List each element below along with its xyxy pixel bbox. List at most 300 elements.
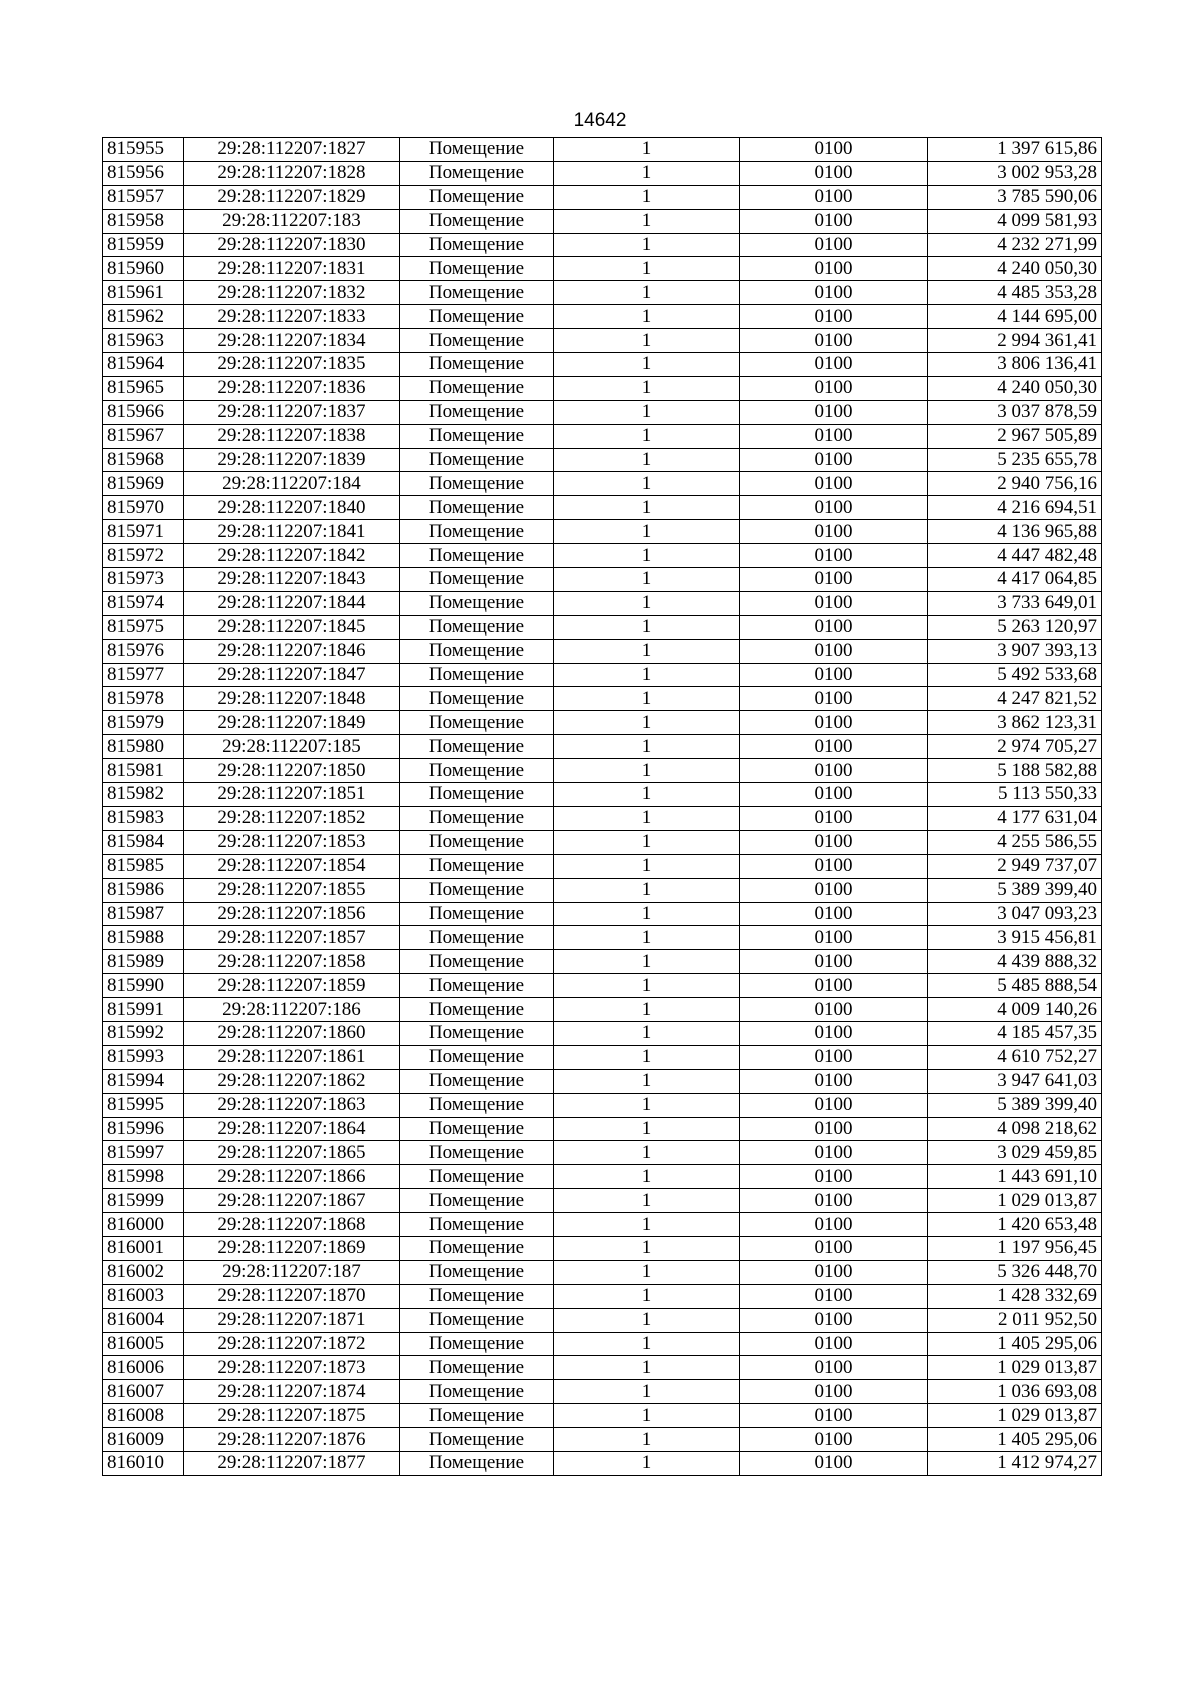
cadastral-value-cell: 4 216 694,51 bbox=[928, 496, 1102, 520]
row-number-cell: 816005 bbox=[103, 1332, 184, 1356]
object-type-cell: Помещение bbox=[400, 926, 554, 950]
cadastral-value-cell: 1 428 332,69 bbox=[928, 1284, 1102, 1308]
cadastral-value-cell: 5 389 399,40 bbox=[928, 1093, 1102, 1117]
table-row bbox=[103, 1093, 1102, 1117]
object-type-cell: Помещение bbox=[400, 544, 554, 568]
table-row bbox=[103, 926, 1102, 950]
table-row bbox=[103, 1189, 1102, 1213]
table-row bbox=[103, 783, 1102, 807]
object-type-cell: Помещение bbox=[400, 1165, 554, 1189]
code-cell: 0100 bbox=[740, 544, 928, 568]
object-type-cell: Помещение bbox=[400, 663, 554, 687]
code-cell: 0100 bbox=[740, 1165, 928, 1189]
object-type-cell: Помещение bbox=[400, 281, 554, 305]
cadastral-number-cell: 29:28:112207:1853 bbox=[184, 830, 400, 854]
quantity-cell: 1 bbox=[554, 424, 740, 448]
quantity-cell: 1 bbox=[554, 1284, 740, 1308]
object-type-cell: Помещение bbox=[400, 1093, 554, 1117]
code-cell: 0100 bbox=[740, 1236, 928, 1260]
table-row bbox=[103, 878, 1102, 902]
cadastral-value-cell: 5 235 655,78 bbox=[928, 448, 1102, 472]
code-cell: 0100 bbox=[740, 1284, 928, 1308]
cadastral-number-cell: 29:28:112207:1864 bbox=[184, 1117, 400, 1141]
row-number-cell: 815987 bbox=[103, 902, 184, 926]
row-number-cell: 815970 bbox=[103, 496, 184, 520]
cadastral-number-cell: 29:28:112207:1873 bbox=[184, 1356, 400, 1380]
quantity-cell: 1 bbox=[554, 998, 740, 1022]
code-cell: 0100 bbox=[740, 1428, 928, 1452]
cadastral-value-cell: 4 417 064,85 bbox=[928, 568, 1102, 592]
code-cell: 0100 bbox=[740, 257, 928, 281]
cadastral-number-cell: 29:28:112207:1835 bbox=[184, 353, 400, 377]
table-row bbox=[103, 1213, 1102, 1237]
table-row bbox=[103, 759, 1102, 783]
object-type-cell: Помещение bbox=[400, 830, 554, 854]
cadastral-value-cell: 4 610 752,27 bbox=[928, 1045, 1102, 1069]
object-type-cell: Помещение bbox=[400, 329, 554, 353]
object-type-cell: Помещение bbox=[400, 209, 554, 233]
table-row bbox=[103, 735, 1102, 759]
quantity-cell: 1 bbox=[554, 1141, 740, 1165]
code-cell: 0100 bbox=[740, 783, 928, 807]
cadastral-value-cell: 4 255 586,55 bbox=[928, 830, 1102, 854]
cadastral-number-cell: 29:28:112207:1877 bbox=[184, 1451, 400, 1475]
cadastral-number-cell: 29:28:112207:1874 bbox=[184, 1380, 400, 1404]
cadastral-value-cell: 1 405 295,06 bbox=[928, 1428, 1102, 1452]
cadastral-value-cell: 3 029 459,85 bbox=[928, 1141, 1102, 1165]
quantity-cell: 1 bbox=[554, 1428, 740, 1452]
object-type-cell: Помещение bbox=[400, 568, 554, 592]
table-row bbox=[103, 1069, 1102, 1093]
code-cell: 0100 bbox=[740, 424, 928, 448]
cadastral-value-cell: 2 994 361,41 bbox=[928, 329, 1102, 353]
cadastral-value-cell: 5 188 582,88 bbox=[928, 759, 1102, 783]
table-row bbox=[103, 472, 1102, 496]
row-number-cell: 815964 bbox=[103, 353, 184, 377]
row-number-cell: 815966 bbox=[103, 400, 184, 424]
code-cell: 0100 bbox=[740, 1260, 928, 1284]
cadastral-value-cell: 1 420 653,48 bbox=[928, 1213, 1102, 1237]
code-cell: 0100 bbox=[740, 1021, 928, 1045]
code-cell: 0100 bbox=[740, 496, 928, 520]
code-cell: 0100 bbox=[740, 1356, 928, 1380]
table-row bbox=[103, 687, 1102, 711]
cadastral-value-cell: 1 405 295,06 bbox=[928, 1332, 1102, 1356]
quantity-cell: 1 bbox=[554, 639, 740, 663]
object-type-cell: Помещение bbox=[400, 376, 554, 400]
object-type-cell: Помещение bbox=[400, 1404, 554, 1428]
table-row bbox=[103, 185, 1102, 209]
table-row bbox=[103, 376, 1102, 400]
quantity-cell: 1 bbox=[554, 663, 740, 687]
cadastral-number-cell: 29:28:112207:1875 bbox=[184, 1404, 400, 1428]
quantity-cell: 1 bbox=[554, 1165, 740, 1189]
quantity-cell: 1 bbox=[554, 1332, 740, 1356]
code-cell: 0100 bbox=[740, 472, 928, 496]
table-row bbox=[103, 1332, 1102, 1356]
cadastral-value-cell: 3 915 456,81 bbox=[928, 926, 1102, 950]
quantity-cell: 1 bbox=[554, 1308, 740, 1332]
object-type-cell: Помещение bbox=[400, 1380, 554, 1404]
cadastral-number-cell: 29:28:112207:1838 bbox=[184, 424, 400, 448]
table-row bbox=[103, 257, 1102, 281]
cadastral-value-cell: 3 047 093,23 bbox=[928, 902, 1102, 926]
row-number-cell: 815961 bbox=[103, 281, 184, 305]
code-cell: 0100 bbox=[740, 1308, 928, 1332]
row-number-cell: 815981 bbox=[103, 759, 184, 783]
code-cell: 0100 bbox=[740, 830, 928, 854]
code-cell: 0100 bbox=[740, 902, 928, 926]
row-number-cell: 815978 bbox=[103, 687, 184, 711]
cadastral-number-cell: 29:28:112207:1846 bbox=[184, 639, 400, 663]
code-cell: 0100 bbox=[740, 974, 928, 998]
cadastral-number-cell: 29:28:112207:1870 bbox=[184, 1284, 400, 1308]
quantity-cell: 1 bbox=[554, 185, 740, 209]
row-number-cell: 815967 bbox=[103, 424, 184, 448]
quantity-cell: 1 bbox=[554, 353, 740, 377]
cadastral-value-cell: 3 947 641,03 bbox=[928, 1069, 1102, 1093]
cadastral-number-cell: 29:28:112207:1832 bbox=[184, 281, 400, 305]
cadastral-number-cell: 29:28:112207:1849 bbox=[184, 711, 400, 735]
code-cell: 0100 bbox=[740, 1141, 928, 1165]
quantity-cell: 1 bbox=[554, 1260, 740, 1284]
cadastral-number-cell: 29:28:112207:1871 bbox=[184, 1308, 400, 1332]
row-number-cell: 816003 bbox=[103, 1284, 184, 1308]
object-type-cell: Помещение bbox=[400, 1213, 554, 1237]
table-row bbox=[103, 1236, 1102, 1260]
row-number-cell: 815996 bbox=[103, 1117, 184, 1141]
cadastral-value-cell: 3 806 136,41 bbox=[928, 353, 1102, 377]
table-row bbox=[103, 544, 1102, 568]
object-type-cell: Помещение bbox=[400, 161, 554, 185]
cadastral-number-cell: 29:28:112207:1845 bbox=[184, 615, 400, 639]
cadastral-value-cell: 4 447 482,48 bbox=[928, 544, 1102, 568]
object-type-cell: Помещение bbox=[400, 1284, 554, 1308]
row-number-cell: 816009 bbox=[103, 1428, 184, 1452]
quantity-cell: 1 bbox=[554, 305, 740, 329]
quantity-cell: 1 bbox=[554, 878, 740, 902]
page-number: 14642 bbox=[573, 110, 627, 131]
cadastral-number-cell: 29:28:112207:1858 bbox=[184, 950, 400, 974]
cadastral-number-cell: 29:28:112207:1829 bbox=[184, 185, 400, 209]
cadastral-value-cell: 4 099 581,93 bbox=[928, 209, 1102, 233]
row-number-cell: 815956 bbox=[103, 161, 184, 185]
quantity-cell: 1 bbox=[554, 1380, 740, 1404]
row-number-cell: 815991 bbox=[103, 998, 184, 1022]
table-row bbox=[103, 1141, 1102, 1165]
object-type-cell: Помещение bbox=[400, 1189, 554, 1213]
code-cell: 0100 bbox=[740, 711, 928, 735]
object-type-cell: Помещение bbox=[400, 902, 554, 926]
table-row bbox=[103, 233, 1102, 257]
quantity-cell: 1 bbox=[554, 1021, 740, 1045]
cadastral-number-cell: 29:28:112207:1834 bbox=[184, 329, 400, 353]
code-cell: 0100 bbox=[740, 1332, 928, 1356]
object-type-cell: Помещение bbox=[400, 759, 554, 783]
object-type-cell: Помещение bbox=[400, 520, 554, 544]
row-number-cell: 816006 bbox=[103, 1356, 184, 1380]
quantity-cell: 1 bbox=[554, 1236, 740, 1260]
cadastral-number-cell: 29:28:112207:1856 bbox=[184, 902, 400, 926]
quantity-cell: 1 bbox=[554, 400, 740, 424]
row-number-cell: 815998 bbox=[103, 1165, 184, 1189]
table-row bbox=[103, 305, 1102, 329]
row-number-cell: 815960 bbox=[103, 257, 184, 281]
code-cell: 0100 bbox=[740, 448, 928, 472]
row-number-cell: 815977 bbox=[103, 663, 184, 687]
cadastral-value-cell: 4 098 218,62 bbox=[928, 1117, 1102, 1141]
quantity-cell: 1 bbox=[554, 783, 740, 807]
code-cell: 0100 bbox=[740, 663, 928, 687]
cadastral-value-cell: 2 974 705,27 bbox=[928, 735, 1102, 759]
object-type-cell: Помещение bbox=[400, 1069, 554, 1093]
cadastral-number-cell: 29:28:112207:1831 bbox=[184, 257, 400, 281]
cadastral-number-cell: 29:28:112207:1848 bbox=[184, 687, 400, 711]
code-cell: 0100 bbox=[740, 950, 928, 974]
row-number-cell: 815973 bbox=[103, 568, 184, 592]
table-row bbox=[103, 1428, 1102, 1452]
object-type-cell: Помещение bbox=[400, 424, 554, 448]
cadastral-number-cell: 29:28:112207:1830 bbox=[184, 233, 400, 257]
code-cell: 0100 bbox=[740, 1380, 928, 1404]
code-cell: 0100 bbox=[740, 1093, 928, 1117]
code-cell: 0100 bbox=[740, 1213, 928, 1237]
cadastral-value-cell: 3 733 649,01 bbox=[928, 591, 1102, 615]
table-row bbox=[103, 1284, 1102, 1308]
cadastral-number-cell: 29:28:112207:1863 bbox=[184, 1093, 400, 1117]
row-number-cell: 815988 bbox=[103, 926, 184, 950]
cadastral-value-cell: 1 443 691,10 bbox=[928, 1165, 1102, 1189]
cadastral-number-cell: 29:28:112207:1860 bbox=[184, 1021, 400, 1045]
cadastral-value-cell: 2 011 952,50 bbox=[928, 1308, 1102, 1332]
object-type-cell: Помещение bbox=[400, 1428, 554, 1452]
quantity-cell: 1 bbox=[554, 615, 740, 639]
table-row bbox=[103, 902, 1102, 926]
code-cell: 0100 bbox=[740, 138, 928, 162]
code-cell: 0100 bbox=[740, 735, 928, 759]
cadastral-number-cell: 29:28:112207:1869 bbox=[184, 1236, 400, 1260]
cadastral-number-cell: 29:28:112207:1854 bbox=[184, 854, 400, 878]
cadastral-number-cell: 29:28:112207:184 bbox=[184, 472, 400, 496]
code-cell: 0100 bbox=[740, 520, 928, 544]
row-number-cell: 815969 bbox=[103, 472, 184, 496]
cadastral-number-cell: 29:28:112207:1865 bbox=[184, 1141, 400, 1165]
table-row bbox=[103, 591, 1102, 615]
table-row bbox=[103, 1380, 1102, 1404]
cadastral-value-cell: 2 949 737,07 bbox=[928, 854, 1102, 878]
code-cell: 0100 bbox=[740, 1117, 928, 1141]
cadastral-value-cell: 3 862 123,31 bbox=[928, 711, 1102, 735]
cadastral-value-cell: 3 002 953,28 bbox=[928, 161, 1102, 185]
row-number-cell: 816000 bbox=[103, 1213, 184, 1237]
quantity-cell: 1 bbox=[554, 1404, 740, 1428]
table-row bbox=[103, 615, 1102, 639]
code-cell: 0100 bbox=[740, 639, 928, 663]
cadastral-value-cell: 4 240 050,30 bbox=[928, 257, 1102, 281]
table-row bbox=[103, 424, 1102, 448]
row-number-cell: 815986 bbox=[103, 878, 184, 902]
table-row bbox=[103, 353, 1102, 377]
cadastral-value-cell: 4 144 695,00 bbox=[928, 305, 1102, 329]
cadastral-number-cell: 29:28:112207:1862 bbox=[184, 1069, 400, 1093]
table-row bbox=[103, 400, 1102, 424]
table-row bbox=[103, 663, 1102, 687]
cadastral-number-cell: 29:28:112207:187 bbox=[184, 1260, 400, 1284]
row-number-cell: 816008 bbox=[103, 1404, 184, 1428]
code-cell: 0100 bbox=[740, 1189, 928, 1213]
cadastral-number-cell: 29:28:112207:1850 bbox=[184, 759, 400, 783]
cadastral-number-cell: 29:28:112207:1852 bbox=[184, 806, 400, 830]
row-number-cell: 815971 bbox=[103, 520, 184, 544]
object-type-cell: Помещение bbox=[400, 233, 554, 257]
object-type-cell: Помещение bbox=[400, 1451, 554, 1475]
code-cell: 0100 bbox=[740, 806, 928, 830]
row-number-cell: 815990 bbox=[103, 974, 184, 998]
cadastral-value-cell: 5 263 120,97 bbox=[928, 615, 1102, 639]
table-row bbox=[103, 1451, 1102, 1475]
cadastral-value-cell: 4 185 457,35 bbox=[928, 1021, 1102, 1045]
cadastral-value-cell: 5 113 550,33 bbox=[928, 783, 1102, 807]
object-type-cell: Помещение bbox=[400, 735, 554, 759]
table-row bbox=[103, 639, 1102, 663]
quantity-cell: 1 bbox=[554, 974, 740, 998]
cadastral-value-table bbox=[102, 137, 1102, 1476]
cadastral-number-cell: 29:28:112207:1827 bbox=[184, 138, 400, 162]
table-row bbox=[103, 1117, 1102, 1141]
cadastral-value-cell: 1 029 013,87 bbox=[928, 1189, 1102, 1213]
cadastral-number-cell: 29:28:112207:1872 bbox=[184, 1332, 400, 1356]
object-type-cell: Помещение bbox=[400, 257, 554, 281]
code-cell: 0100 bbox=[740, 1451, 928, 1475]
cadastral-number-cell: 29:28:112207:1859 bbox=[184, 974, 400, 998]
cadastral-value-cell: 4 247 821,52 bbox=[928, 687, 1102, 711]
quantity-cell: 1 bbox=[554, 233, 740, 257]
object-type-cell: Помещение bbox=[400, 1236, 554, 1260]
quantity-cell: 1 bbox=[554, 496, 740, 520]
code-cell: 0100 bbox=[740, 209, 928, 233]
object-type-cell: Помещение bbox=[400, 806, 554, 830]
row-number-cell: 815980 bbox=[103, 735, 184, 759]
row-number-cell: 815955 bbox=[103, 138, 184, 162]
row-number-cell: 815968 bbox=[103, 448, 184, 472]
cadastral-value-cell: 4 136 965,88 bbox=[928, 520, 1102, 544]
cadastral-value-cell: 1 397 615,86 bbox=[928, 138, 1102, 162]
table-row bbox=[103, 854, 1102, 878]
table-row bbox=[103, 568, 1102, 592]
object-type-cell: Помещение bbox=[400, 1117, 554, 1141]
object-type-cell: Помещение bbox=[400, 854, 554, 878]
cadastral-value-cell: 1 029 013,87 bbox=[928, 1404, 1102, 1428]
object-type-cell: Помещение bbox=[400, 615, 554, 639]
row-number-cell: 816004 bbox=[103, 1308, 184, 1332]
row-number-cell: 815997 bbox=[103, 1141, 184, 1165]
cadastral-number-cell: 29:28:112207:183 bbox=[184, 209, 400, 233]
quantity-cell: 1 bbox=[554, 902, 740, 926]
table-row bbox=[103, 281, 1102, 305]
row-number-cell: 816010 bbox=[103, 1451, 184, 1475]
object-type-cell: Помещение bbox=[400, 639, 554, 663]
cadastral-value-cell: 4 485 353,28 bbox=[928, 281, 1102, 305]
quantity-cell: 1 bbox=[554, 1189, 740, 1213]
object-type-cell: Помещение bbox=[400, 711, 554, 735]
cadastral-number-cell: 29:28:112207:1842 bbox=[184, 544, 400, 568]
cadastral-value-cell: 4 232 271,99 bbox=[928, 233, 1102, 257]
quantity-cell: 1 bbox=[554, 687, 740, 711]
cadastral-value-cell: 5 326 448,70 bbox=[928, 1260, 1102, 1284]
table-row bbox=[103, 1165, 1102, 1189]
cadastral-number-cell: 29:28:112207:1828 bbox=[184, 161, 400, 185]
row-number-cell: 816002 bbox=[103, 1260, 184, 1284]
object-type-cell: Помещение bbox=[400, 448, 554, 472]
code-cell: 0100 bbox=[740, 353, 928, 377]
row-number-cell: 815999 bbox=[103, 1189, 184, 1213]
cadastral-value-cell: 5 485 888,54 bbox=[928, 974, 1102, 998]
code-cell: 0100 bbox=[740, 161, 928, 185]
quantity-cell: 1 bbox=[554, 568, 740, 592]
quantity-cell: 1 bbox=[554, 161, 740, 185]
quantity-cell: 1 bbox=[554, 1213, 740, 1237]
row-number-cell: 815972 bbox=[103, 544, 184, 568]
row-number-cell: 815985 bbox=[103, 854, 184, 878]
cadastral-number-cell: 29:28:112207:1844 bbox=[184, 591, 400, 615]
row-number-cell: 815957 bbox=[103, 185, 184, 209]
cadastral-number-cell: 29:28:112207:1839 bbox=[184, 448, 400, 472]
cadastral-value-cell: 4 439 888,32 bbox=[928, 950, 1102, 974]
code-cell: 0100 bbox=[740, 329, 928, 353]
table-row bbox=[103, 830, 1102, 854]
object-type-cell: Помещение bbox=[400, 1045, 554, 1069]
cadastral-value-cell: 1 412 974,27 bbox=[928, 1451, 1102, 1475]
quantity-cell: 1 bbox=[554, 1093, 740, 1117]
cadastral-value-cell: 1 029 013,87 bbox=[928, 1356, 1102, 1380]
table-row bbox=[103, 806, 1102, 830]
cadastral-number-cell: 29:28:112207:1837 bbox=[184, 400, 400, 424]
quantity-cell: 1 bbox=[554, 1356, 740, 1380]
row-number-cell: 815979 bbox=[103, 711, 184, 735]
row-number-cell: 815984 bbox=[103, 830, 184, 854]
code-cell: 0100 bbox=[740, 233, 928, 257]
row-number-cell: 815994 bbox=[103, 1069, 184, 1093]
quantity-cell: 1 bbox=[554, 711, 740, 735]
table-row bbox=[103, 1356, 1102, 1380]
quantity-cell: 1 bbox=[554, 472, 740, 496]
cadastral-number-cell: 29:28:112207:1868 bbox=[184, 1213, 400, 1237]
cadastral-number-cell: 29:28:112207:1847 bbox=[184, 663, 400, 687]
cadastral-value-cell: 3 907 393,13 bbox=[928, 639, 1102, 663]
cadastral-value-cell: 3 037 878,59 bbox=[928, 400, 1102, 424]
code-cell: 0100 bbox=[740, 1404, 928, 1428]
cadastral-number-cell: 29:28:112207:185 bbox=[184, 735, 400, 759]
table-row bbox=[103, 161, 1102, 185]
row-number-cell: 815993 bbox=[103, 1045, 184, 1069]
object-type-cell: Помещение bbox=[400, 878, 554, 902]
row-number-cell: 815992 bbox=[103, 1021, 184, 1045]
table-row bbox=[103, 209, 1102, 233]
object-type-cell: Помещение bbox=[400, 591, 554, 615]
cadastral-value-cell: 4 240 050,30 bbox=[928, 376, 1102, 400]
table-row bbox=[103, 998, 1102, 1022]
object-type-cell: Помещение bbox=[400, 185, 554, 209]
quantity-cell: 1 bbox=[554, 376, 740, 400]
row-number-cell: 815965 bbox=[103, 376, 184, 400]
code-cell: 0100 bbox=[740, 998, 928, 1022]
code-cell: 0100 bbox=[740, 568, 928, 592]
row-number-cell: 815982 bbox=[103, 783, 184, 807]
code-cell: 0100 bbox=[740, 591, 928, 615]
row-number-cell: 815989 bbox=[103, 950, 184, 974]
object-type-cell: Помещение bbox=[400, 687, 554, 711]
quantity-cell: 1 bbox=[554, 209, 740, 233]
